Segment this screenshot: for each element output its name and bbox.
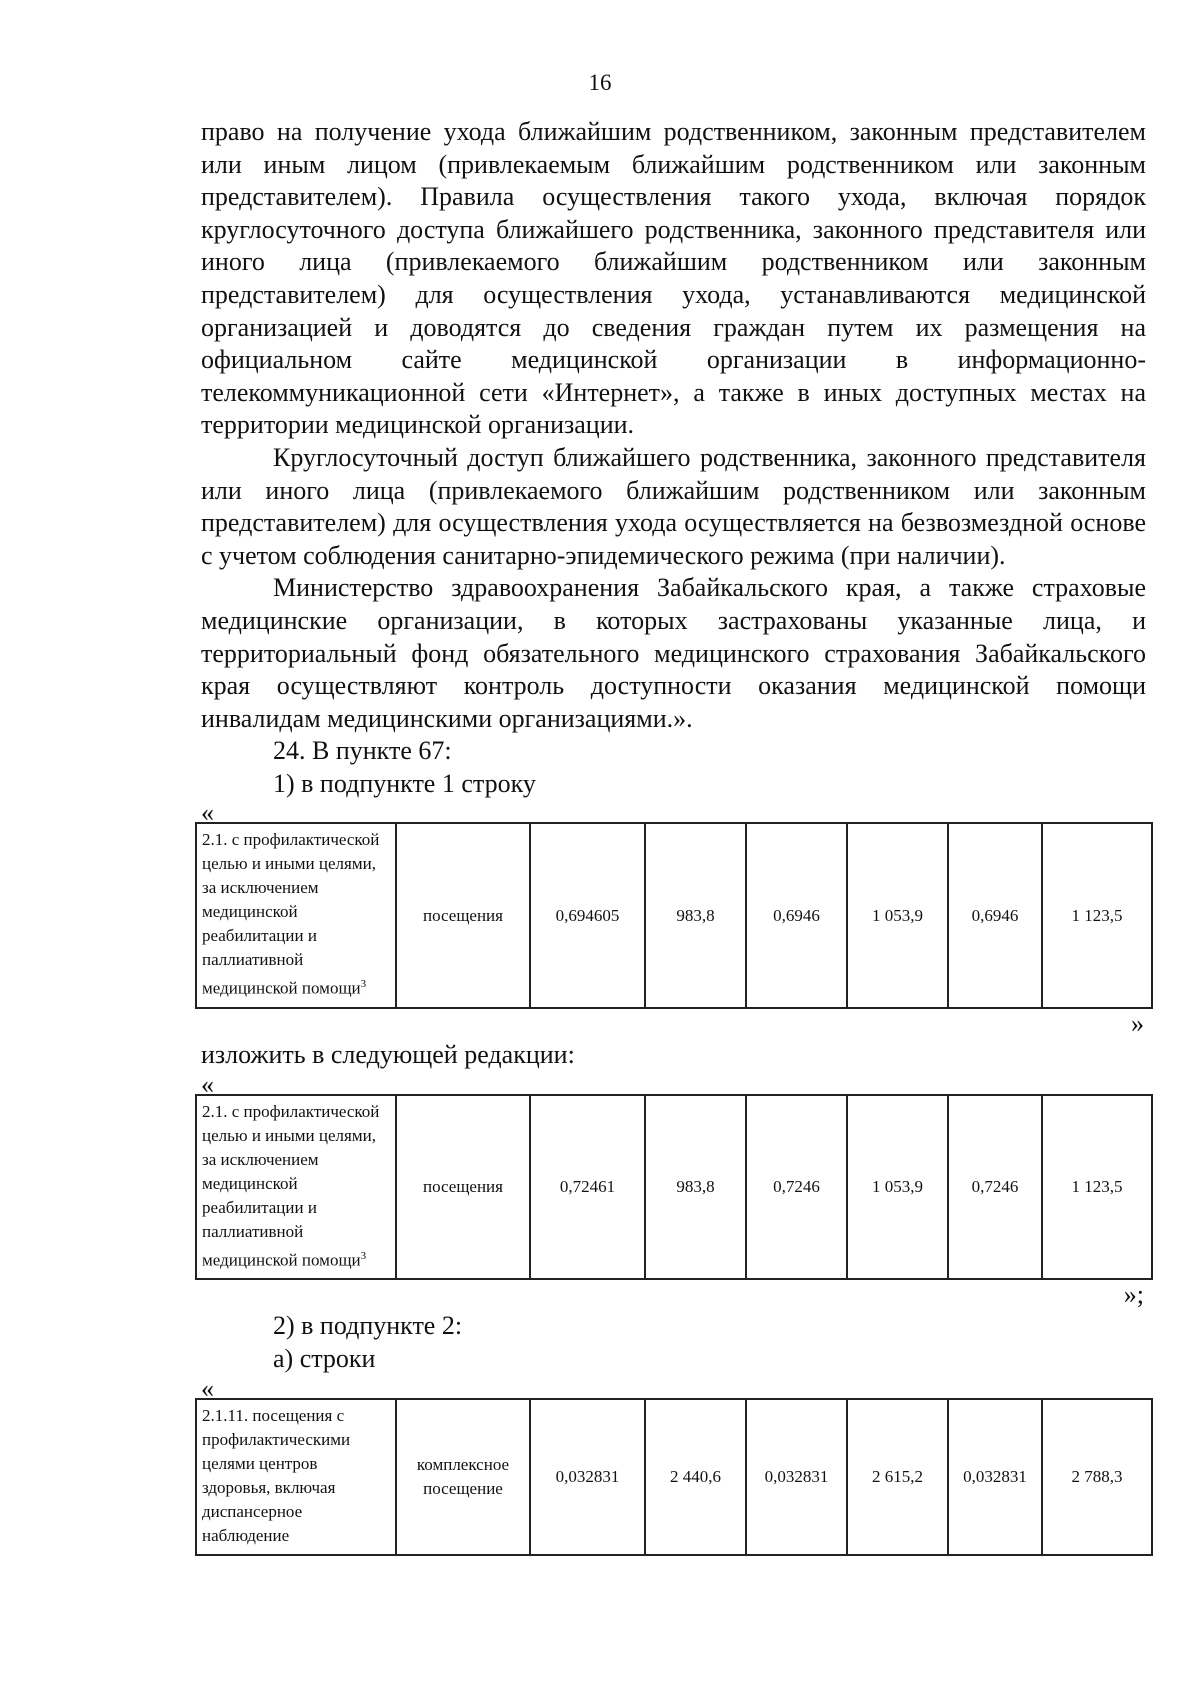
table-third-row bbox=[195, 1398, 1153, 1556]
paragraph-care-rules: право на получение ухода ближайшим родственником, законным представителем или иным лицом (привлекаемым ближайшим родственником или законным представителем). Правила осуществления такого ухода, включая порядок круглосуточного доступа ближайшего родственника, законного представителя или иного лица (привлекаемого ближайшим родственником или законным представителем) для осуществления ухода, устанавливаются медицинской организацией и доводятся до сведения граждан путем их размещения на официальном сайте медицинской организации в информационно-телекоммуникационной сети «Интернет», а также в иных доступных местах на территории медицинской организации. bbox=[201, 117, 1146, 440]
quote-close-2: »; bbox=[1123, 1280, 1144, 1310]
value-cell: 0,7246 bbox=[948, 1095, 1042, 1280]
item-a-rows: а) строки bbox=[273, 1343, 376, 1373]
value-cell: 2 788,3 bbox=[1042, 1399, 1152, 1555]
value-cell: 0,032831 bbox=[530, 1399, 645, 1555]
document-body bbox=[201, 116, 1146, 1556]
value-cell: 0,032831 bbox=[746, 1399, 847, 1555]
value-cell: 0,6946 bbox=[948, 823, 1042, 1008]
quote-close-1: » bbox=[1131, 1009, 1144, 1039]
replace-phrase: изложить в следующей редакции: bbox=[201, 1040, 575, 1070]
value-cell: 1 123,5 bbox=[1042, 823, 1152, 1008]
table-row bbox=[196, 1399, 1152, 1555]
value-cell: 0,032831 bbox=[948, 1399, 1042, 1555]
table-row bbox=[196, 823, 1152, 1008]
unit-cell: комплексное посещение bbox=[396, 1399, 530, 1555]
value-cell: 0,694605 bbox=[530, 823, 645, 1008]
row-name-cell: 2.1.11. посещения с профилактическими целями центров здоровья, включая диспансерное наблюдение bbox=[196, 1399, 396, 1555]
value-cell: 1 053,9 bbox=[847, 823, 948, 1008]
quote-open-3: « bbox=[201, 1373, 214, 1403]
row-name-cell: 2.1. с профилактической целью и иными целями, за исключением медицинской реабилитации и паллиативной медицинской помощи$^3$ bbox=[196, 1095, 396, 1280]
value-cell: 0,7246 bbox=[746, 1095, 847, 1280]
unit-cell: посещения bbox=[396, 1095, 530, 1280]
value-cell: 0,6946 bbox=[746, 823, 847, 1008]
paragraph-round-the-clock-access: Круглосуточный доступ ближайшего родственника, законного представителя или иного лица (привлекаемого ближайшим родственником или законным представителем) для осуществления ухода осуществляется на безвозмездной основе с учетом соблюдения санитарно-эпидемического режима (при наличии). bbox=[201, 442, 1146, 570]
value-cell: 0,72461 bbox=[530, 1095, 645, 1280]
unit-cell: посещения bbox=[396, 823, 530, 1008]
table-old-row bbox=[195, 822, 1153, 1009]
quote-open-2: « bbox=[201, 1069, 214, 1099]
item-2-subpoint: 2) в подпункте 2: bbox=[273, 1311, 463, 1341]
item-1-subpoint: 1) в подпункте 1 строку bbox=[273, 768, 536, 798]
paragraph-ministry-control: Министерство здравоохранения Забайкальского края, а также страховые медицинские организации, в которых застрахованы указанные лица, и территориальный фонд обязательного медицинского страхования Забайкальского края осуществляют контроль доступности оказания медицинской помощи инвалидам медицинскими организациями.». bbox=[201, 573, 1146, 733]
value-cell: 1 123,5 bbox=[1042, 1095, 1152, 1280]
value-cell: 2 440,6 bbox=[645, 1399, 746, 1555]
table-new-row bbox=[195, 1094, 1153, 1281]
item-24: 24. В пункте 67: bbox=[273, 736, 452, 766]
value-cell: 2 615,2 bbox=[847, 1399, 948, 1555]
page-number: 16 bbox=[588, 70, 612, 95]
value-cell: 983,8 bbox=[645, 1095, 746, 1280]
row-name-cell: 2.1. с профилактической целью и иными целями, за исключением медицинской реабилитации и паллиативной медицинской помощи$^3$ bbox=[196, 823, 396, 1008]
table-row bbox=[196, 1095, 1152, 1280]
value-cell: 1 053,9 bbox=[847, 1095, 948, 1280]
value-cell: 983,8 bbox=[645, 823, 746, 1008]
quote-open-1: « bbox=[201, 798, 214, 828]
